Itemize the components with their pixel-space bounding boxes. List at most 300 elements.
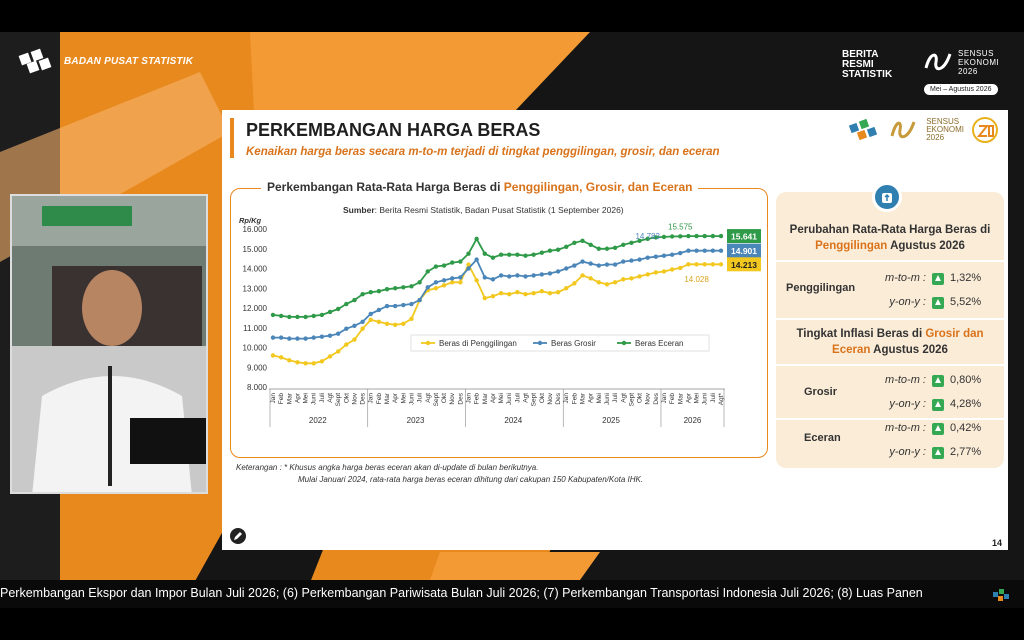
eceran-mtm-value: 0,42%: [950, 422, 982, 434]
bps-logo: [16, 46, 193, 76]
data-point: [336, 331, 340, 335]
data-point: [694, 262, 698, 266]
data-point: [588, 243, 592, 247]
grosir-eceran-heading: [776, 326, 1004, 358]
data-point: [548, 249, 552, 253]
data-point: [588, 276, 592, 280]
note-line2: Mulai Januari 2024, rata-rata harga beras eceran dihitung dari cakupan 150 Kabupaten/Kota IHK.: [298, 475, 644, 484]
data-point: [523, 274, 527, 278]
data-point: [491, 294, 495, 298]
grosir-mtm-value: 0,80%: [950, 374, 982, 386]
data-point: [515, 252, 519, 256]
up-arrow-icon: [932, 423, 944, 435]
year-label: 2022: [308, 416, 327, 425]
data-point: [540, 251, 544, 255]
data-point: [523, 292, 527, 296]
y-tick-label: 14.000: [242, 264, 267, 274]
data-point: [629, 241, 633, 245]
data-point: [483, 251, 487, 255]
up-arrow-icon: [932, 297, 944, 309]
prev-value-label: 15.575: [668, 222, 693, 232]
data-point: [474, 278, 478, 282]
data-point: [336, 349, 340, 353]
data-point: [491, 277, 495, 281]
x-tick-label: Sept: [628, 393, 636, 407]
x-tick-label: Des: [652, 393, 660, 405]
data-point: [507, 252, 511, 256]
data-point: [385, 287, 389, 291]
x-tick-label: Mei: [498, 393, 506, 404]
eceran-mtm-row: [776, 422, 1004, 444]
x-tick-label: Feb: [375, 393, 383, 405]
data-point: [515, 290, 519, 294]
mtm-label: m-to-m :: [885, 374, 926, 386]
note-line1: Keterangan : * Khusus angka harga beras eceran akan di-update di bulan berikutnya.: [236, 463, 539, 472]
data-point: [287, 358, 291, 362]
data-point: [303, 315, 307, 319]
data-point: [442, 263, 446, 267]
chart-title-prefix: Perkembangan Rata-Rata Harga Beras di: [267, 180, 504, 194]
x-tick-label: Mar: [384, 393, 392, 405]
x-tick-label: Juli: [514, 393, 522, 403]
bps-emblem-icon: [16, 46, 58, 76]
ticker-text: Perkembangan Ekspor dan Impor Bulan Juli 2026; (6) Perkembangan Pariwisata Bulan Juli 2026; (7) Perkembangan Transportasi Indonesia Juli 2026; (8) Luas Panen: [0, 586, 923, 600]
data-point: [393, 304, 397, 308]
data-point: [703, 262, 707, 266]
legend-marker: [426, 341, 430, 345]
price-chart-card: [230, 180, 768, 458]
x-tick-label: Des: [457, 393, 465, 405]
pen-icon: [233, 531, 243, 541]
mtm-label: m-to-m :: [885, 422, 926, 434]
year-label: 2023: [406, 416, 425, 425]
data-point: [597, 263, 601, 267]
mtm-label: m-to-m :: [885, 272, 926, 284]
data-point: [540, 272, 544, 276]
data-point: [434, 264, 438, 268]
x-tick-label: Okt: [636, 393, 644, 404]
x-tick-label: Sept: [432, 393, 440, 407]
head2-highlight2: Eceran: [832, 344, 871, 356]
slide-title: PERKEMBANGAN HARGA BERAS: [246, 120, 541, 140]
data-point: [426, 285, 430, 289]
penggilingan-mtm-value: 1,32%: [950, 272, 982, 284]
data-point: [564, 266, 568, 270]
eceran-yoy-row: [776, 446, 1004, 468]
data-point: [360, 292, 364, 296]
grosir-yoy-row: [776, 398, 1004, 420]
grosir-mtm-row: [776, 374, 1004, 396]
data-point: [719, 262, 723, 266]
x-tick-label: Nov: [546, 393, 554, 405]
x-tick-label: Juni: [701, 393, 709, 405]
last-value-label: 14.213: [731, 259, 757, 270]
chart-title: [261, 180, 698, 194]
x-tick-label: Feb: [278, 393, 286, 405]
data-point: [629, 258, 633, 262]
data-point: [694, 234, 698, 238]
data-point: [703, 249, 707, 253]
data-point: [662, 235, 666, 239]
data-point: [572, 241, 576, 245]
data-point: [312, 335, 316, 339]
se-period-badge: Mei – Agustus 2026: [924, 84, 998, 95]
y-tick-label: 8.000: [246, 383, 267, 392]
data-point: [474, 257, 478, 261]
x-tick-label: Juli: [612, 393, 620, 403]
source-text: : Berita Resmi Statistik, Badan Pusat Statistik (1 September 2026): [374, 205, 624, 215]
data-point: [328, 354, 332, 358]
data-point: [686, 234, 690, 238]
chart-notes: [236, 462, 643, 486]
data-point: [483, 296, 487, 300]
data-point: [369, 290, 373, 294]
prev-value-label: 14.028: [684, 274, 709, 284]
brs-line1: BERITA: [842, 49, 879, 60]
up-arrow-icon: [932, 273, 944, 285]
data-point: [295, 336, 299, 340]
x-tick-label: Okt: [538, 393, 546, 404]
data-point: [621, 277, 625, 281]
data-point: [629, 276, 633, 280]
x-tick-label: Agt: [620, 393, 628, 403]
x-tick-label: Agt: [327, 393, 335, 403]
x-tick-label: Mei: [400, 393, 408, 404]
data-point: [360, 320, 364, 324]
x-tick-label: Okt: [343, 393, 351, 404]
data-point: [279, 314, 283, 318]
data-point: [352, 298, 356, 302]
data-point: [572, 281, 576, 285]
x-tick-label: Mar: [579, 393, 587, 405]
data-point: [540, 289, 544, 293]
data-point: [613, 280, 617, 284]
x-tick-label: Jan: [465, 393, 473, 404]
penggilingan-label: Penggilingan: [786, 282, 856, 294]
x-tick-label: Apr: [294, 393, 302, 404]
org-name: BADAN PUSAT STATISTIK: [64, 55, 194, 67]
last-value-label: 15.641: [731, 231, 757, 242]
data-point: [458, 259, 462, 263]
yoy-label: y-on-y :: [889, 296, 926, 308]
legend-label-2: Beras Eceran: [635, 339, 684, 348]
data-point: [548, 271, 552, 275]
data-point: [417, 298, 421, 302]
y-axis-label: Rp/Kg: [239, 216, 262, 225]
x-tick-label: Mei: [302, 393, 310, 404]
rice-price-line-chart: [231, 215, 766, 455]
slide-subtitle: Kenaikan harga beras secara m-to-m terjadi di tingkat penggilingan, grosir, dan eceran: [246, 146, 720, 158]
slide-se-line3: 2026: [926, 133, 945, 142]
data-point: [360, 327, 364, 331]
data-point: [320, 359, 324, 363]
data-point: [434, 286, 438, 290]
data-point: [572, 263, 576, 267]
sensus-ekonomi-icon: [924, 48, 954, 76]
x-tick-label: Jan: [660, 393, 668, 404]
data-point: [352, 324, 356, 328]
data-point: [531, 273, 535, 277]
data-point: [499, 291, 503, 295]
data-point: [507, 292, 511, 296]
head2-suffix: Agustus 2026: [870, 344, 948, 356]
data-point: [352, 337, 356, 341]
data-point: [670, 267, 674, 271]
data-point: [499, 252, 503, 256]
data-point: [466, 251, 470, 255]
data-point: [564, 286, 568, 290]
data-point: [597, 247, 601, 251]
penggilingan-yoy-row: [776, 296, 1004, 318]
data-point: [458, 280, 462, 284]
summary-panel: [776, 192, 1004, 468]
head2-highlight1: Grosir dan: [925, 328, 984, 340]
data-point: [662, 269, 666, 273]
bps-emblem-icon: [848, 118, 882, 142]
data-point: [686, 262, 690, 266]
data-point: [328, 310, 332, 314]
up-arrow-icon: [932, 399, 944, 411]
data-point: [678, 234, 682, 238]
data-point: [531, 252, 535, 256]
data-point: [588, 261, 592, 265]
data-point: [409, 302, 413, 306]
x-tick-label: Apr: [489, 393, 497, 404]
data-point: [605, 282, 609, 286]
x-tick-label: Apr: [392, 393, 400, 404]
data-point: [597, 280, 601, 284]
brs-logo: [842, 50, 912, 80]
x-tick-label: Des: [359, 393, 367, 405]
page-number: 14: [991, 538, 1002, 548]
data-point: [719, 234, 723, 238]
legend-marker: [622, 341, 626, 345]
x-tick-label: Jan: [563, 393, 571, 404]
year-label: 2024: [504, 416, 523, 425]
panel-divider: [776, 318, 1004, 320]
data-point: [271, 353, 275, 357]
data-point: [401, 322, 405, 326]
x-tick-label: Sept: [335, 393, 343, 407]
grosir-yoy-value: 4,28%: [950, 398, 982, 410]
x-tick-label: Juni: [310, 393, 318, 405]
data-point: [303, 336, 307, 340]
source-label: Sumber: [343, 205, 375, 215]
x-tick-label: Apr: [685, 393, 693, 404]
x-tick-label: Nov: [644, 393, 652, 405]
data-point: [694, 249, 698, 253]
data-point: [377, 289, 381, 293]
data-point: [466, 266, 470, 270]
data-point: [377, 320, 381, 324]
data-point: [287, 336, 291, 340]
data-point: [662, 253, 666, 257]
data-point: [703, 234, 707, 238]
chart-title-highlight: Penggilingan, Grosir, dan Eceran: [503, 180, 693, 194]
data-point: [450, 280, 454, 284]
prev-value-label: 14.783: [635, 232, 660, 242]
data-point: [320, 313, 324, 317]
head1-line1: Perubahan Rata-Rata Harga Beras di: [789, 224, 991, 236]
slide-se-line2: EKONOMI: [926, 125, 964, 134]
y-tick-label: 13.000: [242, 284, 267, 294]
sensus-ekonomi-icon: [890, 118, 918, 142]
data-point: [295, 315, 299, 319]
chart-source: [343, 205, 624, 215]
x-tick-label: Juli: [709, 393, 717, 403]
x-tick-label: Jan: [270, 393, 277, 404]
data-point: [711, 262, 715, 266]
se-line1: SENSUS: [958, 48, 994, 58]
presentation-slide: [222, 110, 1008, 550]
slide-se-line1: SENSUS: [926, 117, 960, 126]
data-point: [678, 251, 682, 255]
data-point: [580, 259, 584, 263]
data-point: [271, 335, 275, 339]
rice-bag-icon: [872, 182, 902, 212]
x-tick-label: Juni: [408, 393, 416, 405]
data-point: [409, 284, 413, 288]
data-point: [580, 239, 584, 243]
data-point: [450, 260, 454, 264]
x-tick-label: Mar: [677, 393, 685, 405]
data-point: [613, 262, 617, 266]
data-point: [564, 245, 568, 249]
x-tick-label: Nov: [449, 393, 457, 405]
data-point: [320, 334, 324, 338]
news-ticker: [0, 580, 1024, 608]
eceran-yoy-value: 2,77%: [950, 446, 982, 458]
data-point: [719, 249, 723, 253]
data-point: [507, 274, 511, 278]
x-tick-label: Nov: [351, 393, 359, 405]
y-tick-label: 12.000: [242, 304, 267, 313]
data-point: [417, 280, 421, 284]
head1-highlight: Penggilingan: [815, 240, 888, 252]
brs-line3: STATISTIK: [842, 69, 893, 80]
data-point: [645, 272, 649, 276]
data-point: [637, 257, 641, 261]
data-point: [328, 333, 332, 337]
data-point: [491, 255, 495, 259]
data-point: [295, 360, 299, 364]
penggilingan-heading: [776, 222, 1004, 254]
data-point: [287, 315, 291, 319]
x-tick-label: Des: [555, 393, 563, 405]
x-tick-label: Feb: [473, 393, 481, 405]
data-point: [303, 361, 307, 365]
x-tick-label: Juli: [416, 393, 424, 403]
x-tick-label: Jan: [367, 393, 375, 404]
x-tick-label: Mei: [595, 393, 603, 404]
panel-divider: [776, 418, 1004, 420]
data-point: [645, 255, 649, 259]
yoy-label: y-on-y :: [889, 398, 926, 410]
x-tick-label: Agt*: [718, 393, 725, 406]
data-point: [442, 283, 446, 287]
presenter-video: [10, 194, 208, 494]
y-tick-label: 10.000: [242, 343, 267, 353]
panel-divider: [776, 260, 1004, 262]
eceran-label: Eceran: [804, 432, 841, 444]
panel-divider: [776, 364, 1004, 366]
data-point: [344, 302, 348, 306]
data-point: [369, 318, 373, 322]
x-tick-label: Mar: [481, 393, 489, 405]
anniversary-emblem-icon: [972, 116, 998, 144]
data-point: [556, 290, 560, 294]
data-point: [434, 280, 438, 284]
x-tick-label: Juni: [506, 393, 514, 405]
data-point: [483, 275, 487, 279]
data-point: [621, 243, 625, 247]
data-point: [279, 335, 283, 339]
data-point: [385, 322, 389, 326]
title-accent-bar: [230, 118, 234, 158]
x-tick-label: Sept: [530, 393, 538, 407]
data-point: [515, 273, 519, 277]
data-point: [458, 275, 462, 279]
legend-marker: [538, 341, 542, 345]
data-point: [344, 327, 348, 331]
data-point: [393, 286, 397, 290]
x-tick-label: Apr: [587, 393, 595, 404]
data-point: [711, 234, 715, 238]
data-point: [450, 276, 454, 280]
x-tick-label: Okt: [441, 393, 449, 404]
annotate-pen-button[interactable]: [230, 528, 246, 544]
slide-se-text: [926, 118, 964, 142]
slide-logos: [848, 116, 998, 144]
x-tick-label: Feb: [669, 393, 677, 405]
x-tick-label: Juli: [318, 393, 326, 403]
data-point: [621, 259, 625, 263]
data-point: [312, 361, 316, 365]
presenter-video-frame: [12, 196, 208, 494]
data-point: [377, 308, 381, 312]
data-point: [613, 246, 617, 250]
data-point: [654, 254, 658, 258]
broadcast-stage: [0, 32, 1024, 608]
x-tick-label: Feb: [571, 393, 579, 405]
brs-line2: RESMI: [842, 59, 874, 70]
data-point: [426, 269, 430, 273]
se-line2: EKONOMI: [958, 57, 1000, 67]
penggilingan-mtm-row: [776, 272, 1004, 294]
data-point: [393, 323, 397, 327]
x-tick-label: Agt: [424, 393, 432, 403]
data-point: [385, 304, 389, 308]
yoy-label: y-on-y :: [889, 446, 926, 458]
data-point: [670, 234, 674, 238]
legend-label-0: Beras di Penggilingan: [439, 339, 517, 348]
grosir-label: Grosir: [804, 386, 838, 398]
head2-prefix: Tingkat Inflasi Beras di: [796, 328, 926, 340]
head1-suffix: Agustus 2026: [887, 240, 965, 252]
data-point: [442, 278, 446, 282]
data-point: [369, 312, 373, 316]
sensus-ekonomi-logo: [924, 48, 999, 76]
y-tick-label: 11.000: [243, 323, 267, 333]
data-point: [548, 291, 552, 295]
data-point: [637, 274, 641, 278]
data-point: [401, 303, 405, 307]
data-point: [531, 291, 535, 295]
y-tick-label: 9.000: [246, 363, 267, 373]
year-label: 2026: [683, 416, 702, 425]
up-arrow-icon: [932, 375, 944, 387]
data-point: [686, 249, 690, 253]
